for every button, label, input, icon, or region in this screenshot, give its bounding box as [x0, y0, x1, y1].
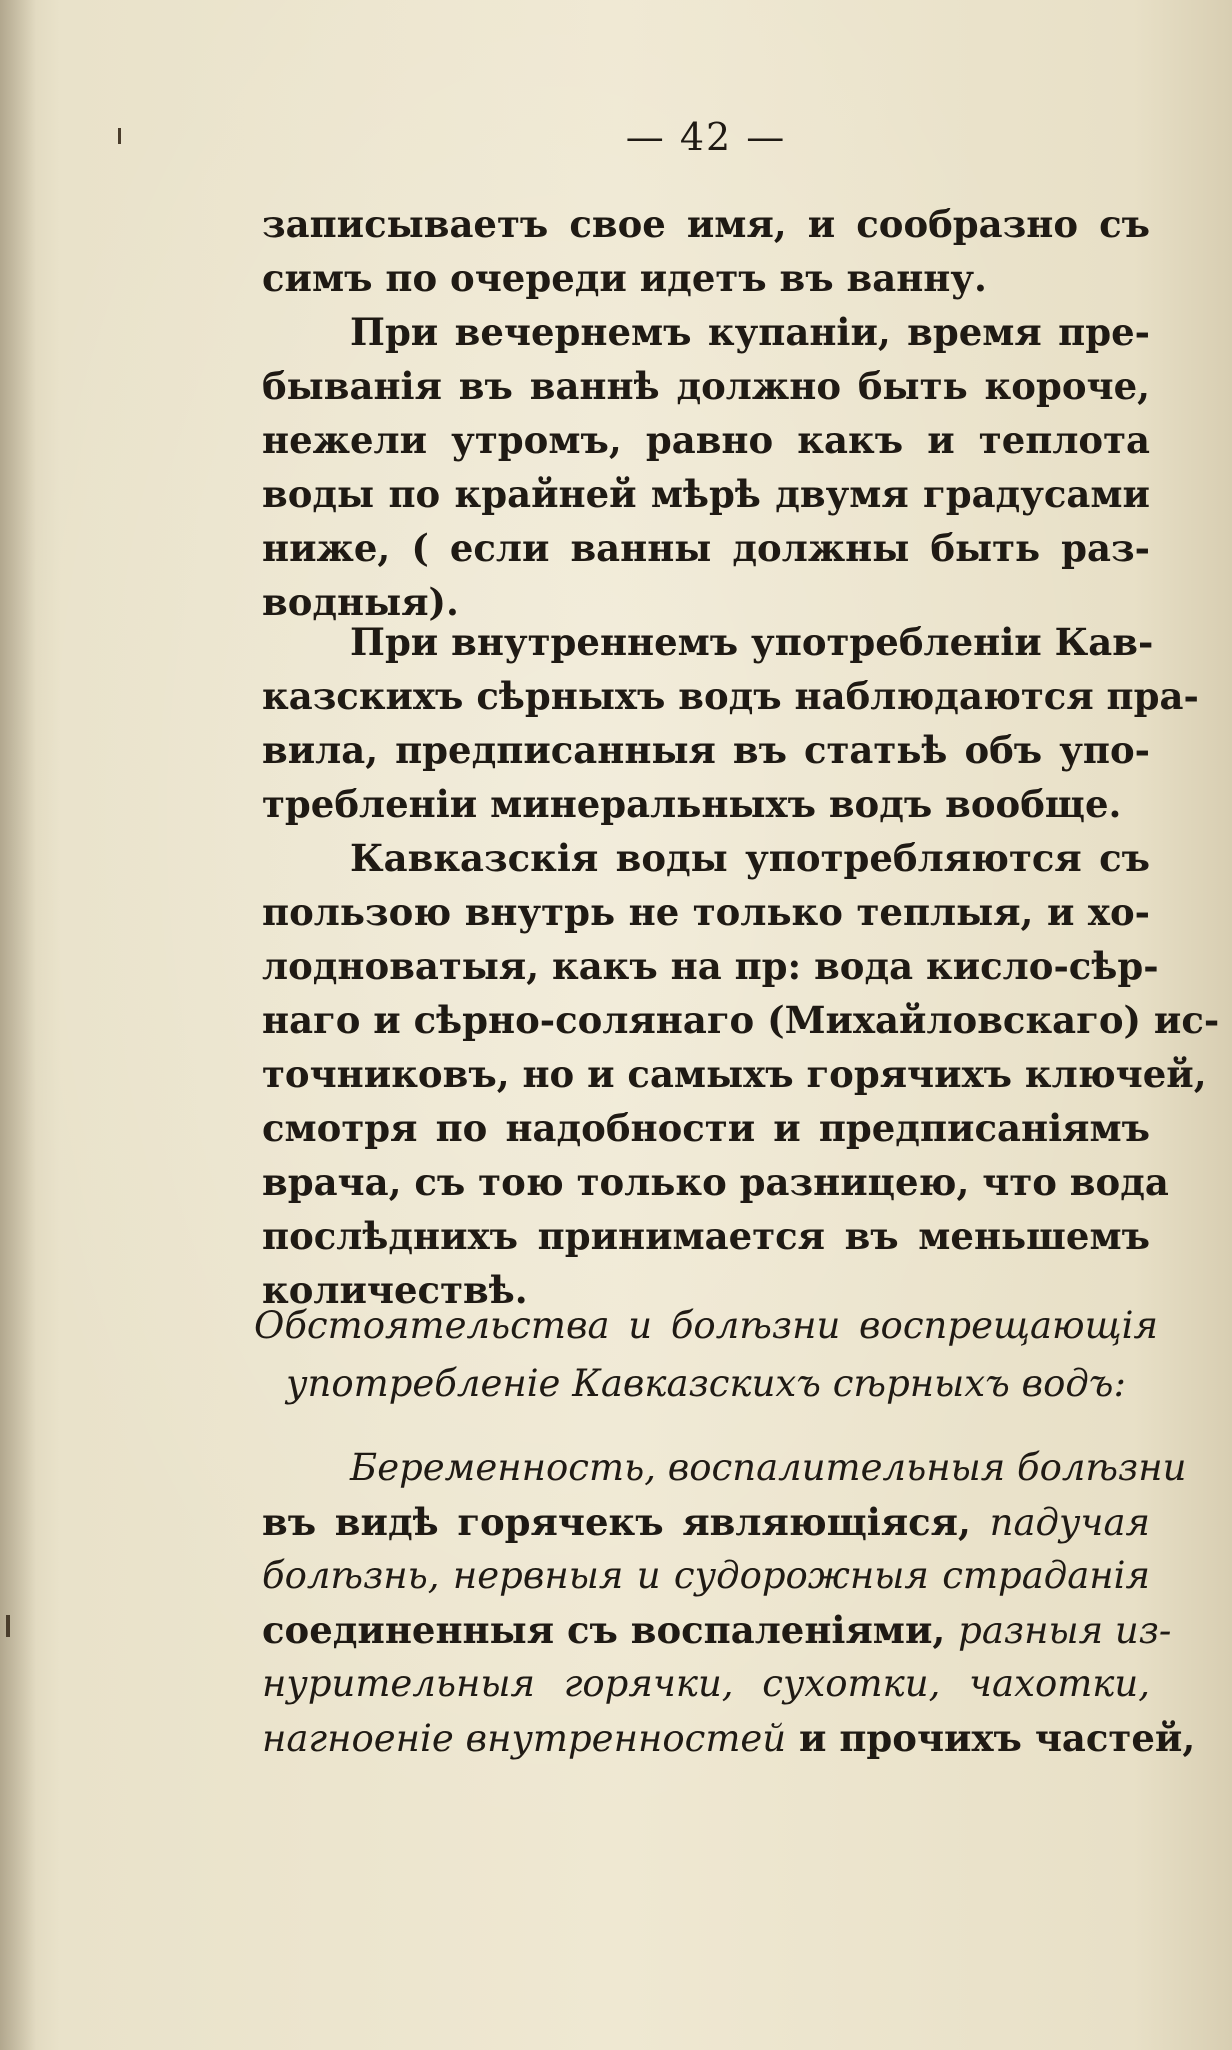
section-heading-line-2: употребленіе Кавказскихъ сѣрныхъ водъ:	[286, 1362, 1126, 1405]
text-line-18: смотря по надобности и предписаніямъ	[262, 1106, 1150, 1150]
text-line-19: врача, съ тою только разницею, что вода	[262, 1160, 1169, 1204]
text-line-23-italic: падучая	[989, 1501, 1151, 1544]
text-line-17: точниковъ, но и самыхъ горячихъ ключей,	[262, 1052, 1207, 1096]
text-line-7: ниже, ( если ванны должны быть раз-	[262, 526, 1150, 570]
speck-margin	[6, 1615, 10, 1637]
speck-left	[118, 128, 121, 144]
text-line-10: казскихъ сѣрныхъ водъ наблюдаются пра-	[262, 674, 1199, 718]
text-line-14: пользою внутрь не только теплыя, и хо-	[262, 890, 1150, 934]
text-line-25	[262, 1604, 1172, 1657]
text-line-4: быванія въ ваннѣ должно быть короче,	[262, 364, 1150, 408]
text-line-12: требленіи минеральныхъ водъ вообще.	[262, 782, 1122, 826]
text-line-1: записываетъ свое имя, и сообразно съ	[262, 202, 1150, 246]
text-line-25-roman: соединенныя съ воспаленіями,	[262, 1608, 946, 1652]
text-line-24: болѣзнь, нервныя и судорожныя страданія	[262, 1554, 1150, 1597]
text-line-3: При вечернемъ купаніи, время пре-	[350, 310, 1150, 354]
text-line-20: послѣднихъ принимается въ меньшемъ	[262, 1214, 1150, 1258]
text-line-25-italic: разныя из-	[958, 1609, 1172, 1652]
text-line-11: вила, предписанныя въ статьѣ объ упо-	[262, 728, 1150, 772]
text-line-5: нежели утромъ, равно какъ и теплота	[262, 418, 1150, 462]
text-line-23-roman: въ видѣ горячекъ являющіяся,	[262, 1500, 971, 1544]
text-line-21: количествѣ.	[262, 1268, 528, 1312]
text-line-6: воды по крайней мѣрѣ двумя градусами	[262, 472, 1150, 516]
section-heading-line-1: Обстоятельства и болѣзни воспрещающія	[254, 1304, 1158, 1347]
spine-shadow	[0, 0, 36, 2050]
text-line-27	[262, 1712, 1196, 1765]
text-line-9: При внутреннемъ употребленіи Кав-	[350, 620, 1154, 664]
text-line-15: лодноватыя, какъ на пр: вода кисло-сѣр-	[262, 944, 1159, 988]
text-line-13: Кавказскія воды употребляются съ	[350, 836, 1150, 880]
text-line-8: водныя).	[262, 580, 459, 624]
text-line-16: наго и сѣрно-солянаго (Михайловскаго) ис-	[262, 998, 1220, 1042]
text-line-22: Беременность, воспалительныя болѣзни	[350, 1446, 1187, 1489]
text-line-27-roman: и прочихъ частей,	[799, 1716, 1196, 1760]
text-line-2: симъ по очереди идетъ въ ванну.	[262, 256, 987, 300]
page-number: — 42 —	[625, 115, 787, 159]
text-line-27-italic: нагноеніе внутренностей	[262, 1717, 787, 1760]
text-line-23	[262, 1496, 1150, 1549]
text-line-26: нурительныя горячки, сухотки, чахотки,	[262, 1662, 1150, 1705]
